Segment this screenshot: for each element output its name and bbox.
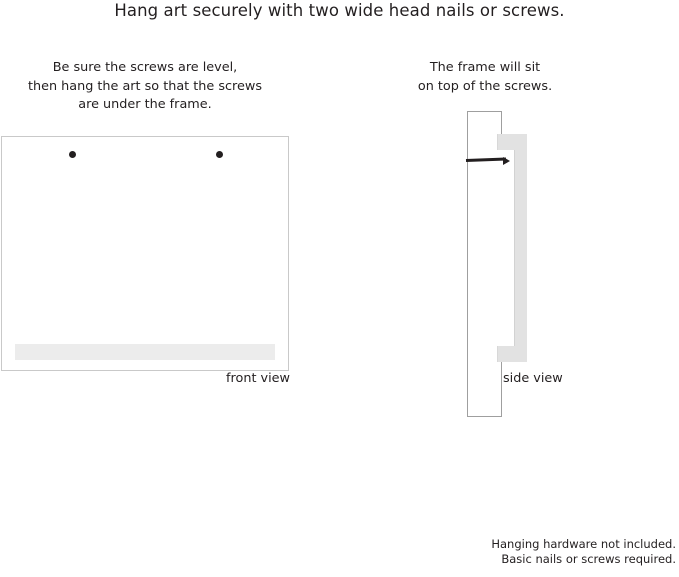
nail-icon bbox=[466, 157, 510, 163]
front-view-artwork-inner bbox=[15, 164, 275, 344]
screw-right-icon bbox=[216, 151, 223, 158]
front-view-caption-line-3: are under the frame. bbox=[78, 97, 212, 112]
footer-note bbox=[356, 537, 676, 567]
footer-note-line-1: Hanging hardware not included. bbox=[491, 537, 676, 551]
side-view-frame-inner bbox=[497, 150, 515, 346]
front-view-caption-line-2: then hang the art so that the screws bbox=[27, 78, 263, 94]
page-title: Hang art securely with two wide head nails or screws. bbox=[114, 1, 565, 20]
front-view-caption-line-1: Be sure the screws are level, bbox=[52, 60, 238, 75]
side-view-caption-line-1: The frame will sit bbox=[429, 60, 541, 75]
front-view-caption bbox=[0, 59, 290, 115]
front-view-label: front view bbox=[226, 371, 290, 386]
side-view-label: side view bbox=[503, 371, 563, 386]
footer-note-line-2: Basic nails or screws required. bbox=[501, 552, 676, 566]
nail-shaft bbox=[466, 157, 506, 161]
side-view-caption bbox=[385, 59, 585, 96]
side-view-caption-line-2: on top of the screws. bbox=[417, 78, 553, 94]
nail-head bbox=[503, 157, 510, 165]
screw-left-icon bbox=[69, 151, 76, 158]
